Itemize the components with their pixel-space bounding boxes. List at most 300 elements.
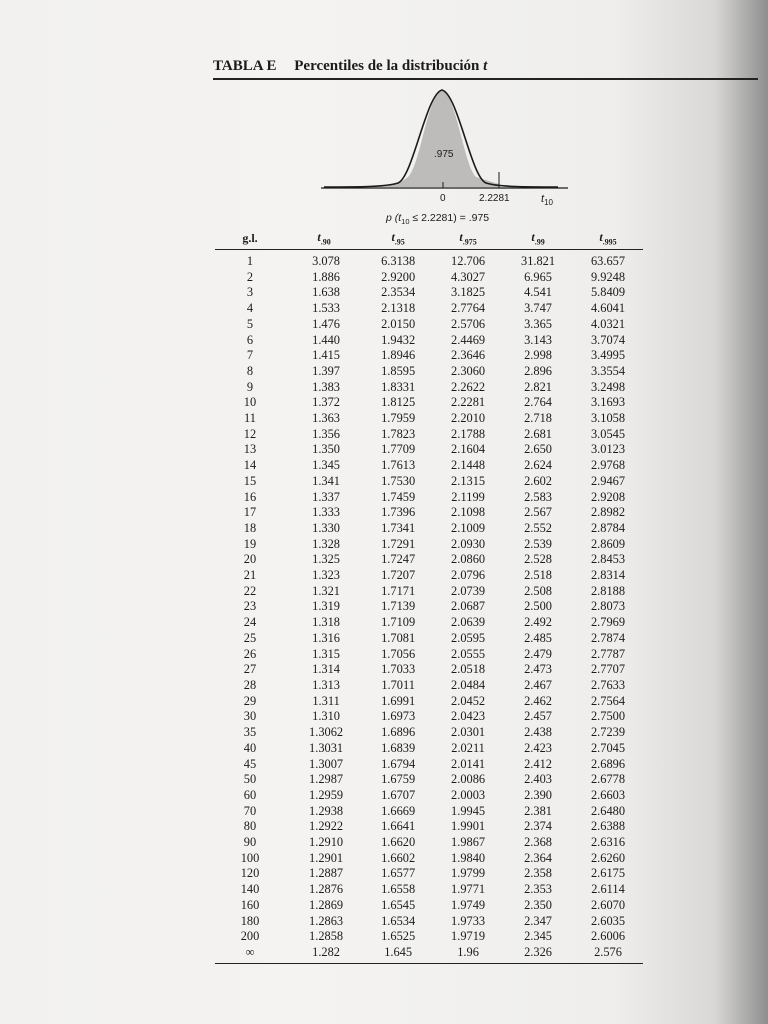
degrees-of-freedom: 60 — [243, 787, 257, 802]
value-t90: 1.310 — [312, 709, 341, 724]
value-t975: 2.0687 — [451, 599, 486, 614]
page-title — [213, 58, 758, 80]
value-t95: 1.7709 — [381, 442, 416, 457]
value-t95: 1.6525 — [381, 929, 416, 944]
probability-statement: p $(t_{10} \le 2.2281) = .975$ — [386, 212, 490, 226]
value-t90: 1.330 — [312, 520, 341, 535]
value-t90: 1.313 — [312, 677, 341, 692]
value-t99: 2.467 — [524, 677, 552, 692]
value-t95: 1.6534 — [381, 913, 416, 928]
t-distribution-figure — [316, 84, 576, 230]
value-t95: 1.6577 — [381, 866, 416, 881]
degrees-of-freedom: 50 — [243, 772, 257, 787]
degrees-of-freedom: 28 — [243, 677, 257, 692]
table-row — [215, 285, 643, 301]
degrees-of-freedom: 4 — [246, 301, 254, 316]
degrees-of-freedom: 26 — [243, 646, 257, 661]
table-row — [215, 568, 643, 584]
value-t995: 2.9768 — [590, 458, 626, 473]
value-t90: 1.3007 — [309, 756, 344, 771]
value-t99: 2.764 — [524, 395, 552, 410]
value-t90: 1.321 — [312, 583, 341, 598]
degrees-of-freedom: 19 — [243, 536, 257, 551]
table-row — [215, 490, 643, 506]
value-t95: 1.7613 — [381, 458, 416, 473]
table-row — [215, 725, 643, 741]
value-t99: 2.381 — [524, 803, 552, 818]
degrees-of-freedom: 18 — [243, 520, 257, 535]
degrees-of-freedom: 20 — [243, 552, 257, 567]
col-header-t99: $t_{.99}$ — [503, 228, 573, 250]
value-t90: 1.2869 — [309, 897, 344, 912]
value-t995: 2.6175 — [590, 866, 626, 881]
degrees-of-freedom: 80 — [243, 819, 257, 834]
value-t99: 2.602 — [524, 473, 552, 488]
value-t95: 1.7530 — [381, 473, 416, 488]
value-t95: 1.7109 — [381, 615, 416, 630]
value-t975: 2.3646 — [451, 348, 486, 363]
table-row — [215, 662, 643, 678]
value-t975: 1.9867 — [451, 835, 486, 850]
value-t90: 1.337 — [312, 489, 341, 504]
value-t975: 1.9719 — [451, 929, 486, 944]
degrees-of-freedom: 3 — [246, 285, 254, 300]
value-t975: 1.9733 — [451, 913, 486, 928]
table-row — [215, 584, 643, 600]
value-t90: 1.316 — [312, 630, 341, 645]
value-t99: 2.500 — [524, 599, 552, 614]
value-t99: 2.457 — [524, 709, 552, 724]
table-row — [215, 835, 643, 851]
value-t90: 1.440 — [312, 332, 341, 347]
value-t975: 2.7764 — [451, 301, 486, 316]
degrees-of-freedom: 90 — [243, 835, 257, 850]
value-t90: 1.2922 — [309, 819, 344, 834]
table-row — [215, 709, 643, 725]
value-t95: 6.3138 — [381, 254, 416, 268]
value-t90: 1.415 — [312, 348, 341, 363]
value-t90: 1.2901 — [309, 850, 344, 865]
value-t99: 2.624 — [524, 458, 552, 473]
degrees-of-freedom: 27 — [243, 662, 257, 677]
value-t95: 1.6794 — [381, 756, 416, 771]
table-row — [215, 348, 643, 364]
value-t90: 1.397 — [312, 363, 341, 378]
value-t975: 2.0301 — [451, 725, 486, 740]
degrees-of-freedom: 120 — [240, 866, 260, 881]
value-t975: 12.706 — [451, 254, 486, 268]
value-t99: 2.364 — [524, 850, 552, 865]
value-t995: 2.8453 — [590, 552, 626, 567]
value-t90: 1.2938 — [309, 803, 344, 818]
table-row — [215, 929, 643, 945]
value-t995: 2.6035 — [590, 913, 626, 928]
value-t995: 2.6070 — [590, 897, 626, 912]
value-t95: 1.8946 — [381, 348, 416, 363]
value-t975: 2.0595 — [451, 630, 486, 645]
value-t99: 2.374 — [524, 819, 552, 834]
degrees-of-freedom: 160 — [240, 897, 260, 912]
value-t995: 4.6041 — [590, 301, 626, 316]
value-t975: 1.9840 — [451, 850, 486, 865]
table-row — [215, 882, 643, 898]
degrees-of-freedom: 8 — [246, 363, 254, 378]
value-t90: 1.533 — [312, 301, 341, 316]
value-t95: 1.8125 — [381, 395, 416, 410]
value-t99: 6.965 — [524, 269, 552, 284]
value-t95: 1.7459 — [381, 489, 416, 504]
degrees-of-freedom: 30 — [243, 709, 257, 724]
value-t99: 2.528 — [524, 552, 552, 567]
value-t975: 2.1448 — [451, 458, 486, 473]
value-t90: 1.2959 — [309, 787, 344, 802]
value-t95: 1.6558 — [381, 882, 416, 897]
value-t99: 3.747 — [524, 301, 552, 316]
degrees-of-freedom: 100 — [240, 850, 260, 865]
value-t95: 1.6991 — [381, 693, 416, 708]
value-t995: 2.6260 — [590, 850, 626, 865]
value-t90: 1.325 — [312, 552, 341, 567]
value-t95: 1.7341 — [381, 520, 416, 535]
value-t995: 2.6778 — [590, 772, 626, 787]
value-t90: 1.323 — [312, 568, 341, 583]
value-t995: 2.7239 — [590, 725, 626, 740]
degrees-of-freedom: 2 — [246, 269, 254, 284]
table-row — [215, 537, 643, 553]
value-t975: 3.1825 — [451, 285, 486, 300]
value-t975: 2.0484 — [451, 677, 486, 692]
value-t995: 2.7874 — [590, 630, 626, 645]
value-t90: 1.315 — [312, 646, 341, 661]
value-t975: 2.4469 — [451, 332, 486, 347]
value-t90: 1.311 — [312, 693, 340, 708]
value-t975: 1.9749 — [451, 897, 486, 912]
degrees-of-freedom: 35 — [243, 725, 257, 740]
value-t975: 2.0086 — [451, 772, 486, 787]
value-t90: 1.2987 — [309, 772, 344, 787]
table-row — [215, 788, 643, 804]
value-t975: 2.0141 — [451, 756, 486, 771]
value-t975: 2.2281 — [451, 395, 486, 410]
value-t975: 2.2622 — [451, 379, 486, 394]
col-header-t90: $t_{.90}$ — [285, 228, 363, 250]
value-t975: 2.0860 — [451, 552, 486, 567]
degrees-of-freedom: 25 — [243, 630, 257, 645]
table-row — [215, 458, 643, 474]
degrees-of-freedom: 17 — [243, 505, 257, 520]
degrees-of-freedom: 1 — [246, 254, 254, 268]
value-t995: 3.0123 — [590, 442, 626, 457]
col-header-t95: $t_{.95}$ — [363, 228, 433, 250]
value-t95: 1.6602 — [381, 850, 416, 865]
table-row — [215, 270, 643, 286]
value-t95: 1.7033 — [381, 662, 416, 677]
table-row — [215, 521, 643, 537]
value-t99: 2.583 — [524, 489, 552, 504]
value-t95: 1.9432 — [381, 332, 416, 347]
value-t99: 2.358 — [524, 866, 552, 881]
value-t99: 2.423 — [524, 740, 552, 755]
value-t975: 1.9799 — [451, 866, 486, 881]
value-t90: 1.318 — [312, 615, 341, 630]
value-t90: 1.333 — [312, 505, 341, 520]
value-t975: 2.1199 — [451, 489, 485, 504]
value-t995: 2.8982 — [590, 505, 626, 520]
value-t995: 2.6114 — [591, 882, 625, 897]
zero-label: 0 — [440, 193, 446, 204]
degrees-of-freedom: 11 — [244, 411, 256, 426]
value-t995: 2.9208 — [590, 489, 626, 504]
value-t99: 2.345 — [524, 929, 552, 944]
value-t99: 2.412 — [524, 756, 552, 771]
value-t95: 2.9200 — [381, 269, 416, 284]
table-row — [215, 380, 643, 396]
value-t995: 3.1058 — [590, 411, 626, 426]
table-row — [215, 804, 643, 820]
table-row — [215, 647, 643, 663]
value-t995: 2.8073 — [590, 599, 626, 614]
value-t95: 2.1318 — [381, 301, 416, 316]
degrees-of-freedom: 45 — [243, 756, 257, 771]
value-t95: 1.7081 — [381, 630, 416, 645]
value-t995: 2.6388 — [590, 819, 626, 834]
value-t975: 2.3060 — [451, 363, 486, 378]
value-t95: 1.7056 — [381, 646, 416, 661]
value-t975: 2.1009 — [451, 520, 486, 535]
value-t95: 1.7171 — [381, 583, 416, 598]
table-body — [215, 250, 643, 964]
value-t99: 2.479 — [524, 646, 552, 661]
table-row — [215, 914, 643, 930]
value-t975: 2.0003 — [451, 787, 486, 802]
value-t975: 2.1098 — [451, 505, 486, 520]
value-t99: 2.718 — [524, 411, 552, 426]
degrees-of-freedom: 40 — [243, 740, 257, 755]
value-t975: 2.0555 — [451, 646, 486, 661]
value-t975: 2.0739 — [451, 583, 486, 598]
value-t995: 3.1693 — [590, 395, 626, 410]
degrees-of-freedom: 5 — [246, 316, 254, 331]
value-t99: 2.350 — [524, 897, 552, 912]
value-t99: 2.518 — [524, 568, 552, 583]
table-row — [215, 250, 643, 270]
degrees-of-freedom: 15 — [243, 473, 257, 488]
table-row — [215, 427, 643, 443]
degrees-of-freedom: 200 — [240, 929, 260, 944]
value-t90: 1.2858 — [309, 929, 344, 944]
critical-value-label: 2.2281 — [479, 193, 510, 204]
value-t975: 2.1315 — [451, 473, 486, 488]
table-row — [215, 631, 643, 647]
value-t95: 1.7247 — [381, 552, 416, 567]
value-t995: 3.0545 — [590, 426, 626, 441]
table-row — [215, 317, 643, 333]
value-t99: 2.485 — [524, 630, 552, 645]
value-t975: 2.0423 — [451, 709, 486, 724]
degrees-of-freedom: 21 — [243, 568, 257, 583]
value-t90: 1.3062 — [309, 725, 344, 740]
table-title: Percentiles de la distribución — [294, 58, 480, 74]
degrees-of-freedom: 70 — [243, 803, 257, 818]
value-t99: 2.403 — [524, 772, 552, 787]
value-t95: 1.6620 — [381, 835, 416, 850]
table-row — [215, 442, 643, 458]
value-t90: 1.314 — [312, 662, 341, 677]
value-t99: 4.541 — [524, 285, 552, 300]
table-row — [215, 333, 643, 349]
value-t99: 2.896 — [524, 363, 552, 378]
value-t95: 1.7823 — [381, 426, 416, 441]
value-t975: 4.3027 — [451, 269, 486, 284]
value-t99: 2.492 — [524, 615, 552, 630]
table-row — [215, 898, 643, 914]
col-header-t995: $t_{.995}$ — [573, 228, 643, 250]
value-t90: 1.383 — [312, 379, 341, 394]
area-label: .975 — [434, 149, 454, 160]
value-t90: 3.078 — [312, 254, 341, 268]
value-t90: 1.345 — [312, 458, 341, 473]
value-t975: 1.9901 — [451, 819, 486, 834]
value-t99: 31.821 — [521, 254, 556, 268]
value-t975: 1.9945 — [451, 803, 486, 818]
table-row — [215, 505, 643, 521]
value-t95: 1.6545 — [381, 897, 416, 912]
value-t90: 1.638 — [312, 285, 341, 300]
table-id: TABLA E — [213, 58, 277, 74]
value-t975: 1.9771 — [451, 882, 486, 897]
value-t995: 3.2498 — [590, 379, 626, 394]
value-t95: 1.7139 — [381, 599, 416, 614]
value-t995: 2.6006 — [590, 929, 626, 944]
value-t995: 2.7045 — [590, 740, 626, 755]
value-t995: 2.8609 — [590, 536, 626, 551]
value-t90: 1.356 — [312, 426, 341, 441]
value-t995: 2.7633 — [590, 677, 626, 692]
table-row — [215, 741, 643, 757]
value-t90: 1.319 — [312, 599, 341, 614]
table-row — [215, 599, 643, 615]
title-variable: t — [483, 58, 488, 74]
value-t95: 1.6669 — [381, 803, 416, 818]
col-header-t975: $t_{.975}$ — [433, 228, 503, 250]
value-t995: 2.7500 — [590, 709, 626, 724]
value-t95: 1.7959 — [381, 411, 416, 426]
table-row — [215, 945, 643, 963]
value-t995: 2.576 — [573, 945, 643, 963]
table-row — [215, 851, 643, 867]
value-t95: 1.7291 — [381, 536, 416, 551]
value-t99: 2.567 — [524, 505, 552, 520]
table-row — [215, 694, 643, 710]
value-t995: 9.9248 — [590, 269, 626, 284]
degrees-of-freedom: 6 — [246, 332, 254, 347]
value-t90: 1.2863 — [309, 913, 344, 928]
table-row — [215, 772, 643, 788]
value-t95: 2.3534 — [381, 285, 416, 300]
table-row — [215, 678, 643, 694]
value-t95: 1.6759 — [381, 772, 416, 787]
value-t90: 1.363 — [312, 411, 341, 426]
degrees-of-freedom: ∞ — [215, 945, 285, 963]
value-t99: 2.326 — [503, 945, 573, 963]
degrees-of-freedom: 140 — [240, 882, 260, 897]
value-t975: 2.1788 — [451, 426, 486, 441]
degrees-of-freedom: 29 — [243, 693, 257, 708]
value-t95: 1.6641 — [381, 819, 416, 834]
value-t995: 2.6316 — [590, 835, 626, 850]
value-t975: 2.0930 — [451, 536, 486, 551]
value-t99: 2.347 — [524, 913, 552, 928]
x-axis-label: $t_{10}$ — [541, 193, 553, 207]
value-t90: 1.372 — [312, 395, 341, 410]
value-t95: 1.7396 — [381, 505, 416, 520]
value-t995: 2.6603 — [590, 787, 626, 802]
table-row — [215, 411, 643, 427]
value-t99: 2.552 — [524, 520, 552, 535]
value-t975: 2.0452 — [451, 693, 486, 708]
value-t99: 2.539 — [524, 536, 552, 551]
table-row — [215, 615, 643, 631]
value-t995: 5.8409 — [590, 285, 626, 300]
degrees-of-freedom: 13 — [243, 442, 257, 457]
value-t975: 2.1604 — [451, 442, 486, 457]
value-t995: 2.8314 — [590, 568, 626, 583]
degrees-of-freedom: 7 — [246, 348, 254, 363]
value-t95: 1.7207 — [381, 568, 416, 583]
table-row — [215, 301, 643, 317]
col-header-gl: g.l. — [215, 228, 285, 250]
value-t975: 2.0211 — [451, 740, 485, 755]
value-t90: 1.886 — [312, 269, 341, 284]
value-t90: 1.2876 — [309, 882, 344, 897]
shaded-area — [368, 90, 499, 187]
value-t99: 2.368 — [524, 835, 552, 850]
value-t90: 1.328 — [312, 536, 341, 551]
degrees-of-freedom: 9 — [246, 379, 254, 394]
value-t975: 2.0639 — [451, 615, 486, 630]
value-t95: 1.6839 — [381, 740, 416, 755]
degrees-of-freedom: 22 — [243, 583, 257, 598]
value-t99: 2.681 — [524, 426, 552, 441]
degrees-of-freedom: 180 — [240, 913, 260, 928]
degrees-of-freedom: 12 — [243, 426, 257, 441]
value-t975: 2.0518 — [451, 662, 486, 677]
value-t90: 1.341 — [312, 473, 341, 488]
degrees-of-freedom: 14 — [243, 458, 257, 473]
value-t975: 2.0796 — [451, 568, 486, 583]
value-t995: 63.657 — [590, 254, 626, 268]
value-t99: 2.390 — [524, 787, 552, 802]
table-header-row — [215, 228, 643, 250]
value-t995: 2.7707 — [590, 662, 626, 677]
value-t90: 1.350 — [312, 442, 341, 457]
value-t99: 3.143 — [524, 332, 552, 347]
density-curve-diagram — [316, 84, 576, 230]
table-row — [215, 552, 643, 568]
value-t99: 2.462 — [524, 693, 552, 708]
value-t99: 2.438 — [524, 725, 552, 740]
value-t95: 1.8595 — [381, 363, 416, 378]
table-row — [215, 819, 643, 835]
degrees-of-freedom: 10 — [243, 395, 257, 410]
table-row — [215, 395, 643, 411]
value-t90: 1.282 — [285, 945, 363, 963]
value-t99: 2.473 — [524, 662, 552, 677]
value-t995: 2.7969 — [590, 615, 626, 630]
degrees-of-freedom: 23 — [243, 599, 257, 614]
value-t995: 2.6480 — [590, 803, 626, 818]
table-row — [215, 474, 643, 490]
